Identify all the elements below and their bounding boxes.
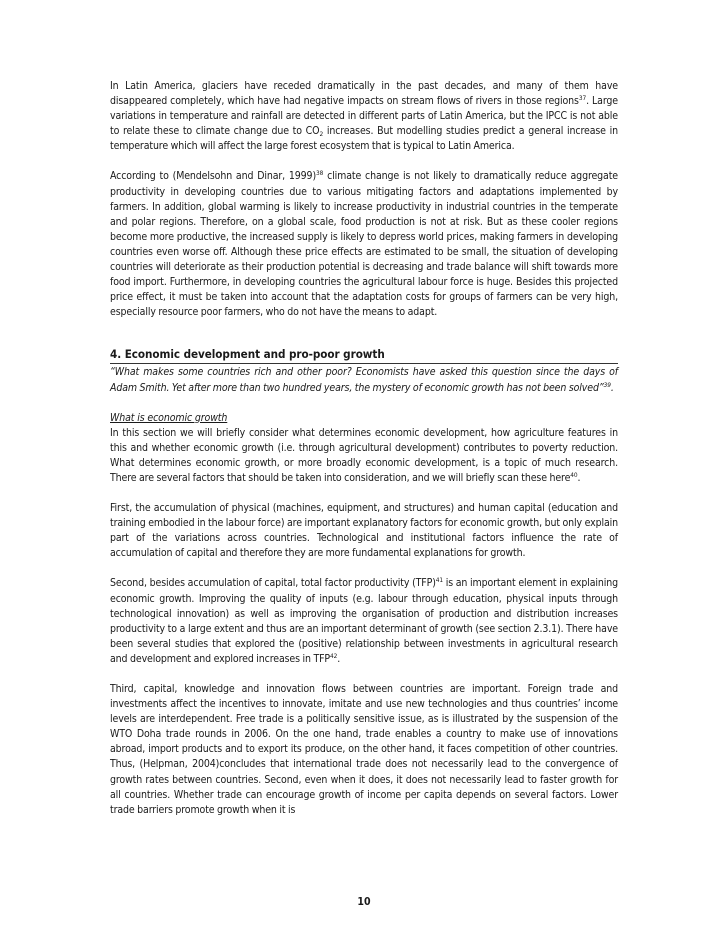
co2-subscript: 2	[319, 130, 324, 139]
spacer	[110, 486, 618, 501]
spacer	[110, 154, 618, 169]
paragraph-third-trade: Third, capital, knowledge and innovation flows between countries are important. Foreign trade and investments affect the incentives to innovate, imitate and use new technologies and thus countries’ income levels are interdependent. Free trade is a politically sensitive issue, as is illustrated by the suspension of the WTO Doha trade rounds in 2006. On the one hand, trade enables a country to make use of innovations abroad, import products and to export its produce, on the other hand, it faces competition of other countries. Thus, (Helpman, 2004)concludes that international trade does not necessarily lead to the convergence of growth rates between countries. Second, even when it does, it does not necessarily lead to faster growth for all countries. Whether trade can encourage growth of income per capita depends on several factors. Lower trade barriers promote growth when it is	[110, 683, 618, 816]
spacer	[110, 561, 618, 576]
page-body	[110, 79, 618, 818]
footnote-ref-42[interactable]: 42	[329, 651, 338, 660]
paragraph-mendelsohn: According to (Mendelsohn and Dinar, 1999)$^{38}$ climate change is not likely to dramatically reduce aggregate productivity in developing countries due to various mitigating factors and adaptations implemented by farmers. In addition, global warming is likely to increase productivity in industrial countries in the temperate and polar regions. Therefore, on a global scale, food production is not at risk. But as these cooler regions become more productive, the increased supply is likely to depress world prices, making farmers in developing countries even worse off. Although these price effects are estimated to be small, the situation of developing countries will deteriorate as their production potential is decreasing and trade balance will shift towards more food import. Furthermore, in developing countries the agricultural labour force is huge. Besides this projected price effect, it must be taken into account that the adaptation costs for groups of farmers can be very high, especially resource poor farmers, who do not have the means to adapt.	[110, 169, 618, 319]
footnote-ref-39[interactable]: 39	[603, 380, 611, 389]
footnote-ref-41[interactable]: 41	[435, 576, 443, 585]
section-heading: 4. Economic development and pro-poor growth	[110, 346, 618, 364]
subsection-heading: What is economic growth	[110, 411, 228, 424]
footnote-ref-38[interactable]: 38	[316, 169, 324, 178]
spacer	[110, 320, 618, 346]
paragraph-introduction: In this section we will briefly consider what determines economic development, how agriculture features in this and whether economic growth (i.e. through agricultural development) contributes to poverty reduction. What determines economic growth, or more broadly economic development, is a topic of much research. There are several factors that should be taken into consideration, and we will briefly scan these here$^{40}$.	[110, 426, 618, 484]
paragraph-second-tfp: Second, besides accumulation of capital, total factor productivity (TFP)$^{41}$ is an important element in explaining economic growth. Improving the quality of inputs (e.g. labour through education, physical inputs through technological innovation) as well as improving the organisation of production and distribution increases productivity to a large extent and thus are an important determinant of growth (see section 2.3.1). There have been several studies that explored the (positive) relationship between investments in agricultural research and development and explored increases in TFP$^{42}$.	[110, 576, 618, 665]
spacer	[110, 396, 618, 411]
paragraph-latin-america: In Latin America, glaciers have receded dramatically in the past decades, and many of them have disappeared completely, which have had negative impacts on stream flows of rivers in those regions$^{37}$. Large variations in temperature and rainfall are detected in different parts of Latin America, but the IPCC is not able to relate these to climate change due to $CO_2$ increases. But modelling studies predict a general increase in temperature which will affect the large forest ecosystem that is typical to Latin America.	[110, 80, 618, 153]
footnote-ref-40[interactable]: 40	[570, 470, 578, 479]
paragraph-first-capital: First, the accumulation of physical (machines, equipment, and structures) and human capital (education and training embodied in the labour force) are important explanatory factors for economic growth, but only explain part of the variations across countries. Technological and institutional factors influence the rate of accumulation of capital and therefore they are more fundamental explanations for growth.	[110, 502, 618, 560]
spacer	[110, 667, 618, 682]
opening-quote: “What makes some countries rich and other poor? Economists have asked this question since the days of Adam Smith. Yet after more than two hundred years, the mystery of economic growth has not been solved”$^{39}$.	[110, 366, 618, 394]
page-number: 10	[357, 896, 371, 908]
footnote-ref-37[interactable]: 37	[578, 94, 587, 103]
